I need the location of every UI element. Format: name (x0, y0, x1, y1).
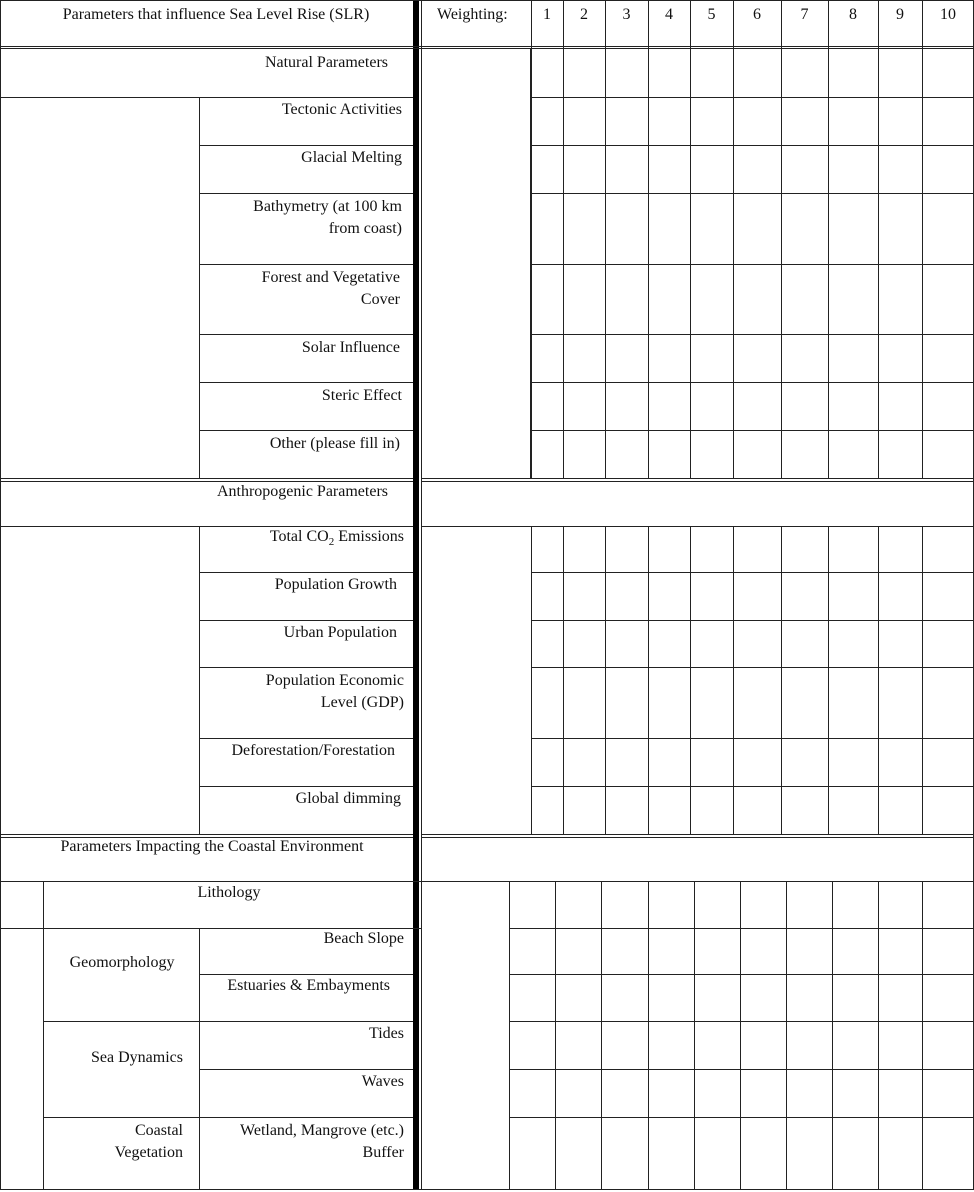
table-rule (421, 881, 422, 928)
table-rule (0, 834, 413, 835)
table-rule (531, 334, 974, 335)
table-rule (421, 834, 974, 835)
table-rule (199, 667, 413, 668)
natural-item-forest: Forest and Vegetative Cover (261, 269, 400, 308)
natural-parameters-title: Natural Parameters (264, 54, 388, 71)
table-rule (531, 620, 974, 621)
table-rule (199, 334, 413, 335)
table-rule (421, 478, 974, 479)
table-rule (199, 382, 413, 383)
co2-suffix: Emissions (334, 528, 404, 545)
table-rule (531, 48, 532, 478)
table-border (0, 0, 1, 1190)
table-rule (786, 881, 787, 1190)
scale-label-7: 7 (800, 6, 809, 23)
anthropogenic-item-population-growth: Population Growth (274, 576, 397, 593)
table-rule (199, 193, 413, 194)
co2-prefix: Total CO (269, 528, 329, 545)
table-rule (509, 1117, 974, 1118)
table-rule (421, 837, 974, 838)
table-rule (531, 738, 974, 739)
natural-item-bathymetry: Bathymetry (at 100 km from coast) (253, 198, 402, 237)
table-rule (199, 572, 413, 573)
table-rule (421, 526, 974, 527)
natural-item-other: Other (please fill in) (269, 435, 400, 452)
column-separator (413, 0, 419, 1190)
table-rule (509, 974, 974, 975)
table-rule (828, 48, 829, 478)
scale-label-4: 4 (665, 6, 673, 23)
table-rule (733, 526, 734, 834)
table-rule (421, 481, 974, 482)
table-rule (199, 1069, 413, 1070)
table-rule (555, 881, 556, 1190)
table-border (421, 0, 422, 1190)
co2-subscript: 2 (328, 536, 335, 548)
scale-label-6: 6 (753, 6, 761, 23)
table-rule (509, 1069, 974, 1070)
table-rule (509, 928, 974, 929)
coastal-group-geomorphology: Geomorphology (69, 954, 175, 971)
coastal-parameters-title: Parameters Impacting the Coastal Environment (60, 838, 364, 855)
table-rule (922, 48, 923, 478)
anthropogenic-item-economic-level: Population Economic Level (GDP) (265, 672, 404, 711)
table-rule (828, 526, 829, 834)
coastal-item-wetland: Wetland, Mangrove (etc.) Buffer (240, 1122, 404, 1161)
coastal-group-sea-dynamics: Sea Dynamics (91, 1049, 183, 1066)
table-rule (781, 526, 782, 834)
table-rule (531, 526, 532, 834)
table-rule (531, 786, 974, 787)
scale-label-9: 9 (896, 6, 904, 23)
natural-item-solar: Solar Influence (301, 339, 400, 356)
table-rule (509, 881, 510, 1190)
table-rule (531, 193, 974, 194)
table-rule (832, 881, 833, 1190)
natural-item-steric: Steric Effect (321, 387, 402, 404)
table-rule (878, 881, 879, 1190)
table-rule (531, 430, 974, 431)
coastal-item-tides: Tides (369, 1025, 404, 1042)
table-rule (531, 145, 974, 146)
scale-label-5: 5 (707, 6, 716, 23)
table-rule (690, 526, 691, 834)
table-rule (199, 738, 413, 739)
table-title: Parameters that influence Sea Level Rise (SLR) (62, 6, 370, 23)
anthropogenic-item-co2 (200, 526, 404, 549)
table-rule (648, 48, 649, 478)
table-rule (605, 48, 606, 478)
table-rule (531, 667, 974, 668)
coastal-item-beach-slope: Beach Slope (323, 930, 404, 947)
table-rule (199, 145, 413, 146)
table-rule (605, 526, 606, 834)
table-rule (199, 430, 413, 431)
table-rule (601, 881, 602, 1190)
table-rule (531, 97, 974, 98)
table-rule (878, 48, 879, 478)
table-rule (199, 264, 413, 265)
table-rule (43, 1021, 413, 1022)
table-rule (781, 48, 782, 478)
table-rule (878, 526, 879, 834)
table-rule (199, 786, 413, 787)
scale-label-2: 2 (580, 6, 588, 23)
table-rule (733, 48, 734, 478)
coastal-item-estuaries: Estuaries & Embayments (227, 977, 390, 994)
coastal-group-vegetation: Coastal Vegetation (114, 1122, 183, 1161)
scale-label-8: 8 (849, 6, 857, 23)
scale-label-10: 10 (940, 6, 956, 23)
coastal-item-waves: Waves (361, 1073, 404, 1090)
table-rule (563, 526, 564, 834)
table-rule (563, 48, 564, 478)
table-rule (531, 382, 974, 383)
table-rule (690, 48, 691, 478)
scale-label-3: 3 (622, 6, 631, 23)
table-rule (694, 881, 695, 1190)
table-border (0, 1189, 974, 1190)
coastal-item-lithology: Lithology (197, 884, 261, 901)
anthropogenic-item-global-dimming: Global dimming (295, 790, 401, 807)
table-rule (531, 572, 974, 573)
anthropogenic-item-deforestation: Deforestation/Forestation (231, 742, 395, 759)
natural-item-tectonic: Tectonic Activities (281, 101, 402, 118)
table-rule (648, 881, 649, 1190)
table-rule (0, 478, 413, 479)
table-rule (421, 881, 974, 882)
table-rule (43, 1117, 413, 1118)
table-rule (0, 97, 413, 98)
table-rule (509, 1021, 974, 1022)
scale-label-1: 1 (543, 6, 551, 23)
table-rule (648, 526, 649, 834)
table-rule (740, 881, 741, 1190)
natural-item-glacial: Glacial Melting (301, 149, 402, 166)
table-rule (922, 881, 923, 1190)
table-rule (922, 526, 923, 834)
weighting-label: Weighting: (437, 6, 508, 23)
table-rule (531, 264, 974, 265)
anthropogenic-item-urban-population: Urban Population (283, 624, 397, 641)
anthropogenic-parameters-title: Anthropogenic Parameters (216, 483, 388, 500)
table-rule (199, 620, 413, 621)
